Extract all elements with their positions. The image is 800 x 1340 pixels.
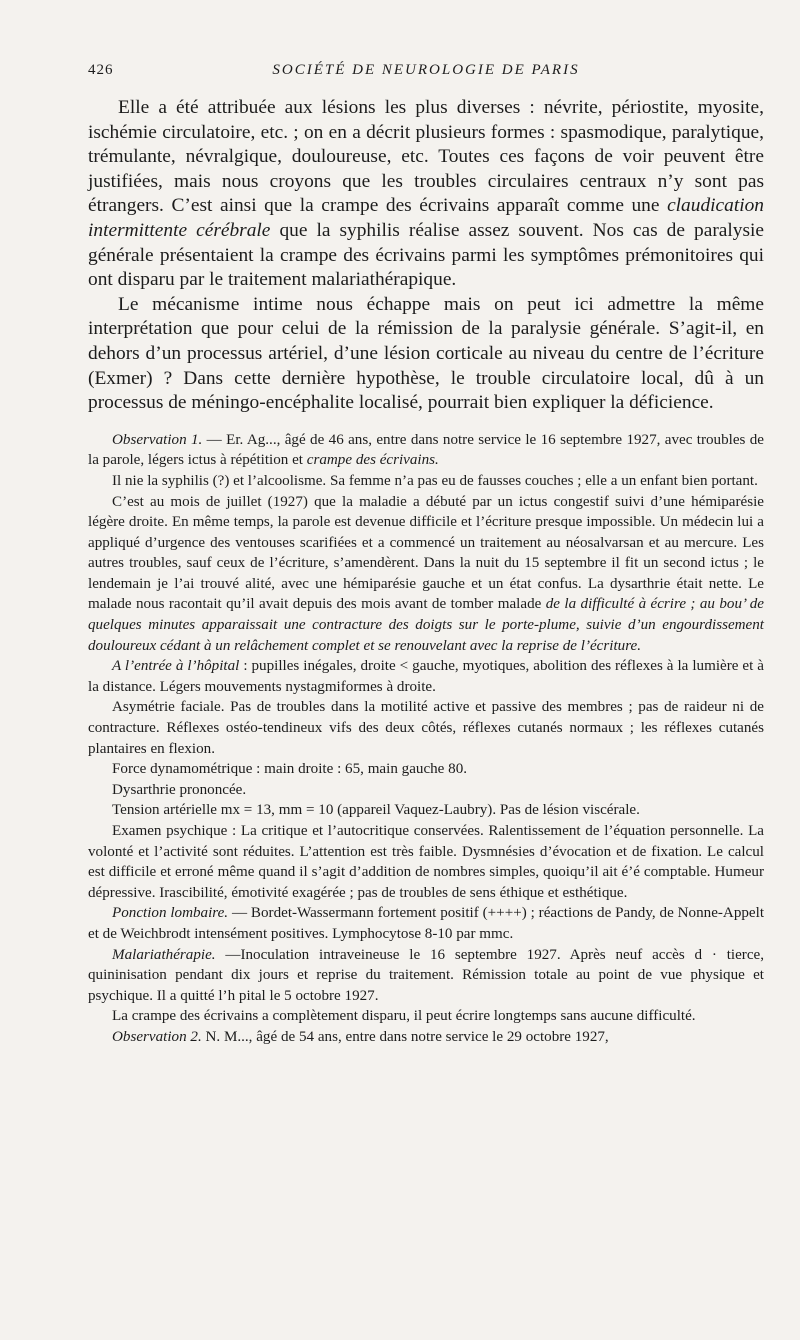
paragraph-asymmetry: Asymétrie faciale. Pas de troubles dans la motilité active et passive des membres ; pas de raideur ni de contracture. Réflexes ostéo-tendineux vifs des deux côtés, réflexes cutanés normaux ; les réflexes cutanés plantaires en flexion. (88, 699, 764, 757)
text-run: — Bordet-Wassermann fortement positif (++++) ; réactions de Pandy, de Nonne-Appelt et de Weichbrodt intensément positives. Lymphocytose 8-10 par mmc. (88, 905, 765, 942)
section-label: Malariathérapie. (112, 946, 216, 963)
text-run: que la syphilis réalise assez souvent. Nos cas de paralysie générale présentaient la crampe des écrivains parmi les symptômes prémonitoires qui ont disparu par le traitement malariathérapique. (88, 219, 765, 291)
paragraph-outcome: La crampe des écrivains a complètement disparu, il peut écrire longtemps sans aucune difficulté. (112, 1008, 696, 1025)
observation-1-intro (88, 430, 764, 471)
observation-label: Observation 1. (112, 431, 203, 448)
paragraph-admission (88, 656, 764, 697)
article-body (88, 96, 764, 1048)
observation-label: Observation 2. (112, 1028, 202, 1045)
italic-passage: de la difficulté à écrire ; au bou’ de quelques minutes apparaissait une contracture des doigts sur le porte-plume, suivie d’un engourdissement douloureux cédant à un relâchement complet et se renouvelant avec la reprise de l’écriture. (88, 596, 764, 654)
paragraph-lumbar-puncture (88, 903, 764, 944)
running-header (88, 62, 764, 86)
paragraph-malariatherapy (88, 945, 764, 1007)
text-run: Elle a été attribuée aux lésions les plus diverses : névrite, périostite, myosite, ischémie circulatoire, etc. ; on en a décrit plusieurs formes : spasmodique, paralytique, trémulante, névralgique, douloureuse, etc. Toutes ces façons de voir peuvent être justifiées, mais nous croyons que les troubles circulaires centraux n’y sont pas étrangers. C’est ainsi que la crampe des écrivains apparaît comme une (88, 97, 764, 217)
italic-term: claudication intermittente cérébrale (88, 195, 764, 241)
text-run: C’est au mois de juillet (1927) que la maladie a débuté par un ictus congestif suivi d’une hémiparésie légère droite. En même temps, la parole est devenue difficile et l’écriture presque impossible. Un médecin lui a appliqué d’urgence des ventouses scarifiées et a commencé un traitement au néosalvarsan et au mercure. Les autres troubles, sauf ceux de l’écriture, s’amendèrent. Dans la nuit du 15 septembre il fit un second ictus ; le lendemain je l’ai trouvé alité, avec une hémiparésie gauche et un état confus. La dysarthrie était nette. Le malade nous racontait qu’il avait depuis des mois avant de tomber malade (88, 493, 764, 613)
text-run: —Inoculation intraveineuse le 16 septembre 1927. Après neuf accès d · tierce, quininisation pendant dix jours et reprise du traitement. Rémission totale au point de vue physique et psychique. Il a quitté l’h pital le 5 octobre 1927. (88, 946, 764, 1004)
italic-term: crampe des écrivains. (306, 452, 439, 469)
discussion-section (88, 96, 764, 416)
case-report (88, 430, 764, 1048)
page-number: 426 (88, 62, 114, 78)
section-label: A l’entrée à l’hôpital (112, 658, 240, 675)
paragraph-dysarthria: Dysarthrie prononcée. (112, 781, 247, 798)
text-run: N. M..., âgé de 54 ans, entre dans notre service le 29 octobre 1927, (201, 1028, 609, 1045)
paragraph-force: Force dynamométrique : main droite : 65, main gauche 80. (112, 761, 468, 778)
paragraph-psychic-exam: Examen psychique : La critique et l’autocritique conservées. Ralentissement de l’équation personnelle. La volonté et l’activité sont réduites. L’attention est très faible. Dysmnésies d’évocation et de fixation. Le calcul est difficile et erroné même quand il s’agit d’addition de nombres simples, quoiqu’il ait é’é comptable. Humeur dépressive. Irascibilité, émotivité exagérée ; pas de troubles de sens éthique et esthétique. (88, 823, 764, 901)
paragraph-mechanism: Le mécanisme intime nous échappe mais on peut ici admettre la même interprétation que pour celui de la rémission de la paralysie générale. S’agit-il, en dehors d’un processus artériel, d’une lésion corticale au niveau du centre de l’écriture (Exmer) ? Dans cette dernière hypothèse, le trouble circulatoire local, dû à un processus de méningo-encéphalite localisé, pourrait bien expliquer la déficience. (88, 293, 764, 414)
paragraph-syphilis: Il nie la syphilis (?) et l’alcoolisme. Sa femme n’a pas eu de fausses couches ; elle a un enfant bien portant. (112, 472, 758, 489)
paragraph-tension: Tension artérielle mx = 13, mm = 10 (appareil Vaquez-Laubry). Pas de lésion viscérale. (112, 802, 640, 819)
paragraph-history (88, 492, 764, 657)
section-label: Ponction lombaire. (112, 905, 229, 922)
text-run: — Er. Ag..., âgé de 46 ans, entre dans notre service le 16 septembre 1927, avec troubles de la parole, légers ictus à répétition et (88, 431, 765, 469)
paragraph-causes (88, 96, 764, 293)
observation-2-intro (88, 1027, 764, 1048)
journal-title: SOCIÉTÉ DE NEUROLOGIE DE PARIS (272, 62, 580, 78)
text-run: : pupilles inégales, droite < gauche, myotiques, abolition des réflexes à la lumière et à la distance. Légers mouvements nystagmiformes à droite. (88, 658, 764, 695)
